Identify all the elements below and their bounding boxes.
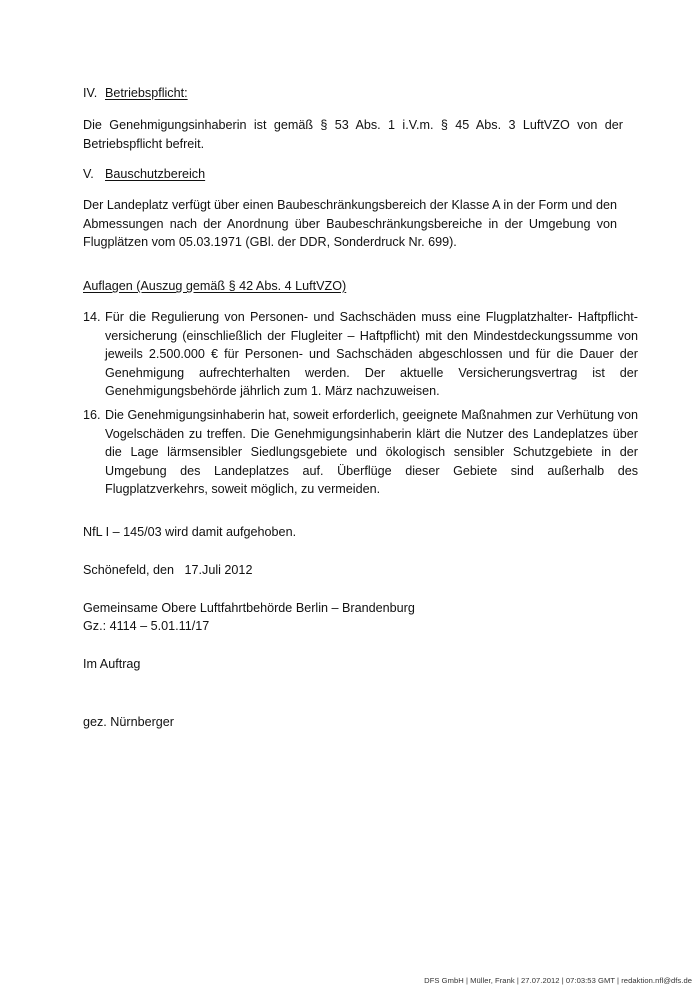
authority-name: Gemeinsame Obere Luftfahrtbehörde Berlin – Brandenburg (83, 601, 415, 615)
section-iv-heading (83, 84, 623, 103)
auflage-item-14 (83, 308, 638, 401)
auflagen-heading: Auflagen (Auszug gemäß § 42 Abs. 4 LuftVZO) (83, 279, 347, 293)
nfl-note: NfL I – 145/03 wird damit aufgehoben. (83, 525, 297, 539)
auflage-item-16 (83, 406, 638, 499)
section-v-title: Bauschutzbereich (105, 167, 206, 181)
auflage-number: 16. (83, 408, 101, 422)
auflage-text: Die Genehmigungsinhaberin hat, soweit erforderlich, geeignete Maßnahmen zur Verhütung von Vogelschäden zu treffen. Die Genehmigungsinhaberin klärt die Nutzer des Landeplatzes über die Lage lärmsensibler Siedlungsgebiete und ökologisch sensibler Schutzgebiete in der Umgebung des Landeplatzes auf. Überflüge dieser Gebiete sind außerhalb des Flugplatzverkehrs, soweit möglich, zu vermeiden. (105, 408, 638, 497)
section-iv-text: Die Genehmigungsinhaberin ist gemäß § 53 Abs. 1 i.V.m. § 45 Abs. 3 LuftVZO von der Betriebspflicht befreit. (83, 118, 623, 151)
auflage-text: Für die Regulierung von Personen- und Sachschäden muss eine Flugplatzhalter- Haftpflicht-versicherung (einschließlich der Flugleiter – Haftpflicht) mit den Mindestdeckungssumme von jeweils 2.500.000 € für Personen- und Sachschäden abgeschlossen und für die Dauer der Genehmigung aufrechterhalten werden. Der aktuelle Versicherungsvertrag ist der Genehmigungsbehörde jährlich zum 1. März nachzuweisen. (105, 310, 638, 399)
place-date: Schönefeld, den 17.Juli 2012 (83, 563, 253, 577)
section-v-number: V. (83, 167, 94, 181)
auflage-number: 14. (83, 310, 101, 324)
on-behalf-note: Im Auftrag (83, 657, 141, 671)
page-footer: DFS GmbH | Müller, Frank | 27.07.2012 | 07:03:53 GMT | redaktion.nfl@dfs.de (424, 976, 692, 985)
section-v-heading (83, 165, 623, 184)
section-iv-number: IV. (83, 86, 98, 100)
signature: gez. Nürnberger (83, 715, 175, 729)
section-v-text: Der Landeplatz verfügt über einen Baubeschränkungsbereich der Klasse A in der Form und den Abmessungen nach der Anordnung über Baubeschränkungsbereiche in der Umgebung von Flugplätzen vom 05.03.1971 (GBl. der DDR, Sonderdruck Nr. 699). (83, 198, 617, 250)
section-iv-title: Betriebspflicht: (105, 86, 188, 100)
reference-number: Gz.: 4114 – 5.01.11/17 (83, 619, 210, 633)
